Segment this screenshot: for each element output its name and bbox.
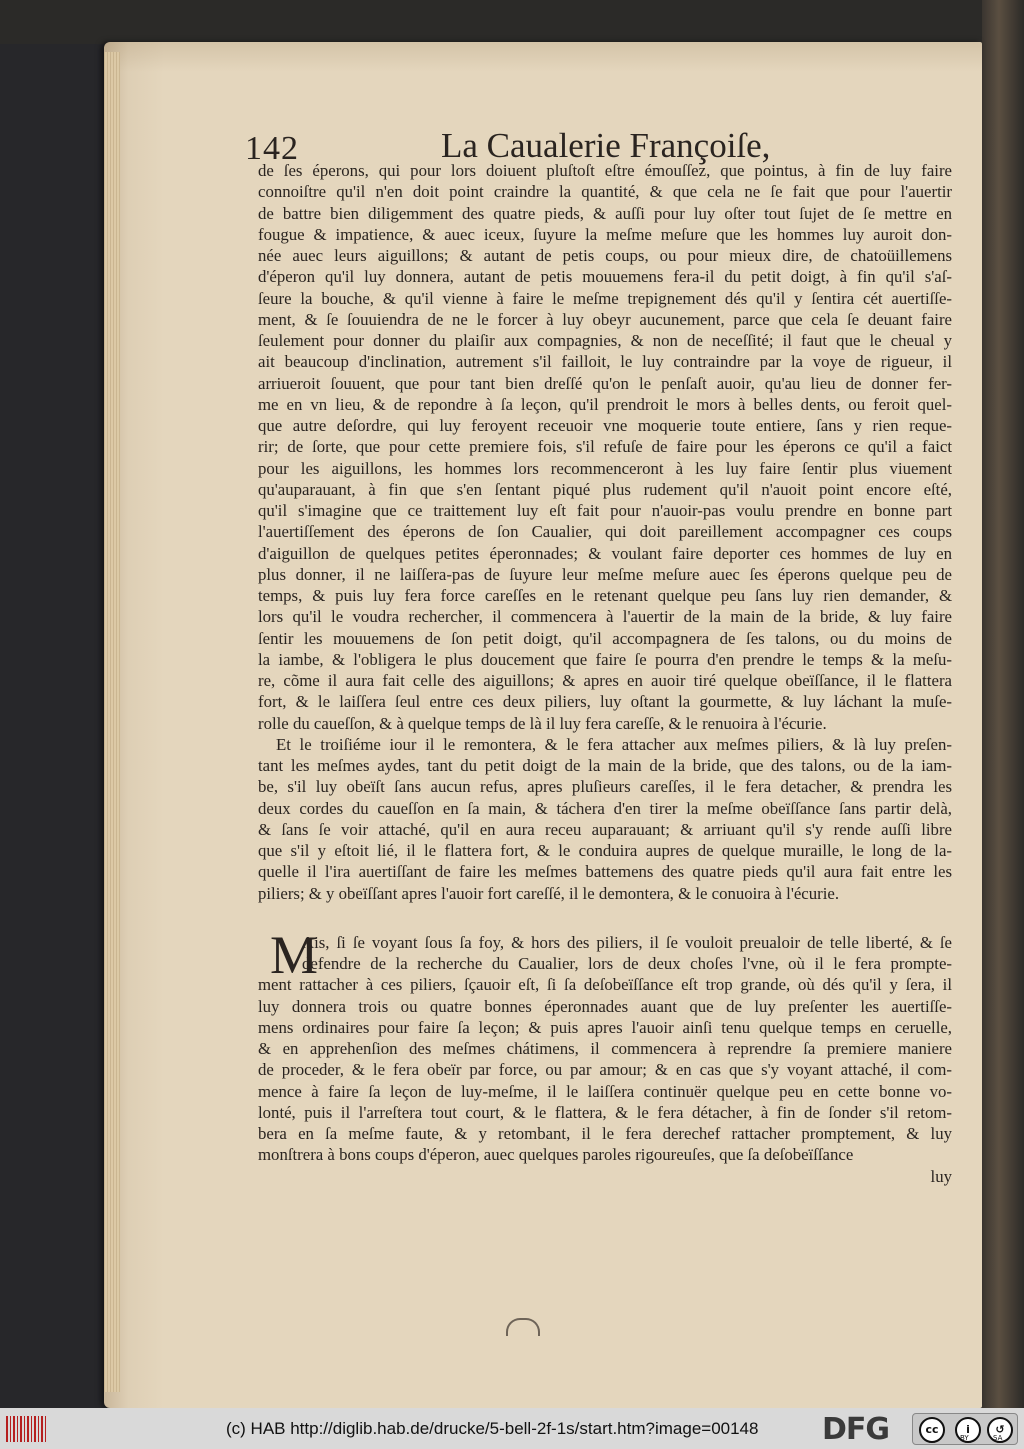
text-line: mence à faire ſa leçon de luy-meſme, il le laiſſera continuër quelque peu en cette bonne vo- xyxy=(258,1081,952,1101)
text-line: ſeulement pour donner du plaiſir aux compagnies, & non de neceſſité; il faut que le cheual y xyxy=(258,331,952,350)
text-line: bera en ſa meſme faute, & y retombant, il le fera derechef rattacher promptement, & luy xyxy=(258,1124,952,1143)
text-line: deux cordes du caueſſon en ſa main, & táchera d'en tirer la meſme obeïſſance ſans partir delà, xyxy=(258,798,952,818)
text-line: ment, & ſe ſouuiendra de ne le forcer à luy obeyr aucunement, parce que cela ſe deuant faire xyxy=(258,309,952,329)
text-line: que s'il y eſtoit lié, il le flattera fort, & le conduira aupres de quelque muraille, le long de la- xyxy=(258,841,952,860)
text-line: Ais, ſi ſe voyant ſous ſa foy, & hors des piliers, il ſe vouloit preualoir de telle liberté, & ſe xyxy=(302,932,952,952)
dfg-logo: DFG xyxy=(822,1412,890,1447)
credit-link[interactable]: (c) HAB http://diglib.hab.de/drucke/5-bell-2f-1s/start.htm?image=00148 xyxy=(226,1419,759,1438)
by-label: BY xyxy=(960,1434,969,1442)
page-number: 142 xyxy=(245,130,299,167)
text-line: rolle du caueſſon, & à quelque temps de là il luy fera careſſe, & le renuoira à l'écurie. xyxy=(258,713,827,733)
text-line: lonté, puis il l'arreſtera tout court, & le flattera, & le fera détacher, à fin de ſonder s'il retom- xyxy=(258,1102,952,1122)
text-line: ſeure la bouche, & qu'il vienne à faire le meſme trepignement dés qu'il y ſentira cét auertiſſe- xyxy=(258,288,952,308)
text-line: re, cõme il aura fait celle des aiguillons; & apres en auoir tiré quelque obeïſſance, il le flattera xyxy=(258,671,952,690)
page-edges xyxy=(982,0,1024,1408)
paragraph-1 xyxy=(258,160,952,734)
text-line: tant les meſmes aydes, tant du petit doigt de la main de la bride, que des talons, ou de la iam- xyxy=(258,756,952,775)
text-line: mens ordinaires pour faire ſa leçon; & puis apres l'auoir ainſi tenu quelque temps en ceruelle, xyxy=(258,1017,952,1037)
text-line: defendre de la recherche du Caualier, lors de deux choſes l'vne, où il le fera prompte- xyxy=(302,954,952,973)
text-line: d'aiguillon de quelques petites éperonnades; & voulant faire deporter ces hommes de luy en xyxy=(258,543,952,563)
paragraph-3 xyxy=(258,924,952,1166)
section-gap xyxy=(258,904,952,932)
text-line: la iambe, & l'obligera le plus doucement que faire ſe pourra d'en prendre le temps & la meſu- xyxy=(258,649,952,669)
text-line: rir; de ſorte, que pour cette premiere fois, s'il refuſe de faire pour les éperons ce qu'il a faict xyxy=(258,437,952,457)
top-background xyxy=(0,0,1024,44)
text-line: connoiſtre qu'il n'en doit point craindre la quantité, & que cela ne ſe fait que pour l'auertir xyxy=(258,182,952,202)
by-icon: i xyxy=(955,1417,981,1443)
text-line: temps, & puis luy fera force careſſes en le retenant quelque peu ſans luy rien demander, & xyxy=(258,586,952,605)
text-line: quelle il l'ira auertiſſant de faire les meſmes battemens des quatre pieds qu'il aura fait entre les xyxy=(258,862,952,882)
text-line: be, s'il luy obeïſt ſans aucun refus, apres pluſieurs careſſes, il le fera detacher, & prendra les xyxy=(258,777,952,797)
text-line: fougue & impatience, & auec iceux, ſuyure la meſme meſure que les hommes luy auroit don- xyxy=(258,224,952,244)
hab-logo-icon xyxy=(6,1416,46,1442)
cc-license-badge[interactable] xyxy=(912,1413,1018,1445)
text-line: qu'auparauant, à fin que s'en ſentant piqué plus rudement qu'il n'auoit point encore eſté, xyxy=(258,479,952,499)
text-line: fort, & le laiſſera ſeul entre ces deux piliers, luy oſtant la gourmette, & luy láchant la muſe- xyxy=(258,692,952,712)
text-line: de battre bien diligemment des quatre pieds, & auſſi pour luy oſter tout ſujet de ſe mettre en xyxy=(258,203,952,223)
text-line: piliers; & y obeïſſant apres l'auoir fort careſſé, il le demontera, & le conuoira à l'écurie. xyxy=(258,883,840,903)
text-line: arriueroit ſouuent, que pour tant bien dreſſé qu'on le penſaſt auoir, qu'au lieu de donner fer- xyxy=(258,373,952,393)
paragraph-2 xyxy=(258,734,952,904)
sa-label: SA xyxy=(993,1434,1003,1442)
text-line: que autre deſordre, qui luy feroyent receuoir vne moquerie toute entiere, ſans y rien reque- xyxy=(258,416,952,435)
drop-cap-initial: M xyxy=(270,924,319,985)
text-line: ait beaucoup d'inclination, autrement s'il failloit, le luy contraindre par la voye de rigueur, il xyxy=(258,352,952,372)
text-line: née auec leurs aiguillons; & autant de petis coups, ou pour mieux dire, de chatoüillemens xyxy=(258,246,952,265)
text-line: pour les aiguillons, les hommes lors recommenceront à les luy faire ſentir plus viuement xyxy=(258,458,952,478)
text-line: ſentir les mouuemens de ſon petit doigt, qu'il accompagnera de ſes talons, ou du moins de xyxy=(258,628,952,648)
sa-icon: ↺ xyxy=(987,1417,1013,1443)
text-line: de ſes éperons, qui pour lors doiuent pluſtoſt eſtre émouſſez, que pointus, à fin de luy faire xyxy=(258,161,952,180)
page-gutter xyxy=(104,52,120,1392)
text-line: & ſans ſe voir attaché, qu'il en aura receu auparauant; & arriuant qu'il s'y rende auſſi libre xyxy=(258,819,952,839)
text-line: de proceder, & le fera obeïr par force, ou par amour; & en cas que s'y voyant attaché, il com- xyxy=(258,1060,952,1080)
text-line: me en vn lieu, & de repondre à ſa leçon, qu'il prendroit le mors à belles dents, ou feroit quel- xyxy=(258,394,952,414)
text-line: Et le troiſiéme iour il le remontera, & le fera attacher aux meſmes piliers, & là luy preſen- xyxy=(276,734,952,754)
text-line: luy donnera trois ou quatre bonnes éperonnades auant que de luy preſenter les auertiſſe- xyxy=(258,996,952,1016)
page-text xyxy=(258,160,952,1187)
cc-icon: cc xyxy=(919,1417,945,1443)
text-line: & en apprehenſion des meſmes chátimens, il commencera à reprendre ſa premiere maniere xyxy=(258,1039,952,1058)
paragraph-3-lines xyxy=(258,932,952,1166)
text-line: ment rattacher à ces piliers, ſçauoir eſt, ſi ſa deſobeïſſance eſt trop grande, où dés qu'il y ſera, il xyxy=(258,975,952,995)
text-line: plus donner, il ne laiſſera-pas de ſuyure leur meſme meſure auec ſes éperons quelque peu de xyxy=(258,564,952,584)
footer-bar xyxy=(0,1408,1024,1449)
catchword: luy xyxy=(930,1166,952,1186)
text-line: monſtrera à bons coups d'éperon, auec quelques paroles rigoureuſes, que ſa deſobeïſſance xyxy=(258,1145,854,1165)
text-line: lors qu'il le voudra rechercher, il commencera à l'auertir de la main de la bride, & luy faire xyxy=(258,607,952,627)
text-line: qu'il s'imagine que ce traittement luy eſt fait pour n'auoir-pas voulu prendre en bonne part xyxy=(258,501,952,520)
text-line: l'auertiſſement des éperons de ſon Caualier, qui doit pareillement accompagner ces coups xyxy=(258,522,952,542)
clasp-mark xyxy=(506,1318,540,1336)
running-title: La Caualerie Françoiſe, xyxy=(441,126,771,165)
text-line: d'éperon qu'il luy donnera, autant de petis mouuemens fera-il du petit doigt, à fin qu'il s'aſ- xyxy=(258,267,952,287)
